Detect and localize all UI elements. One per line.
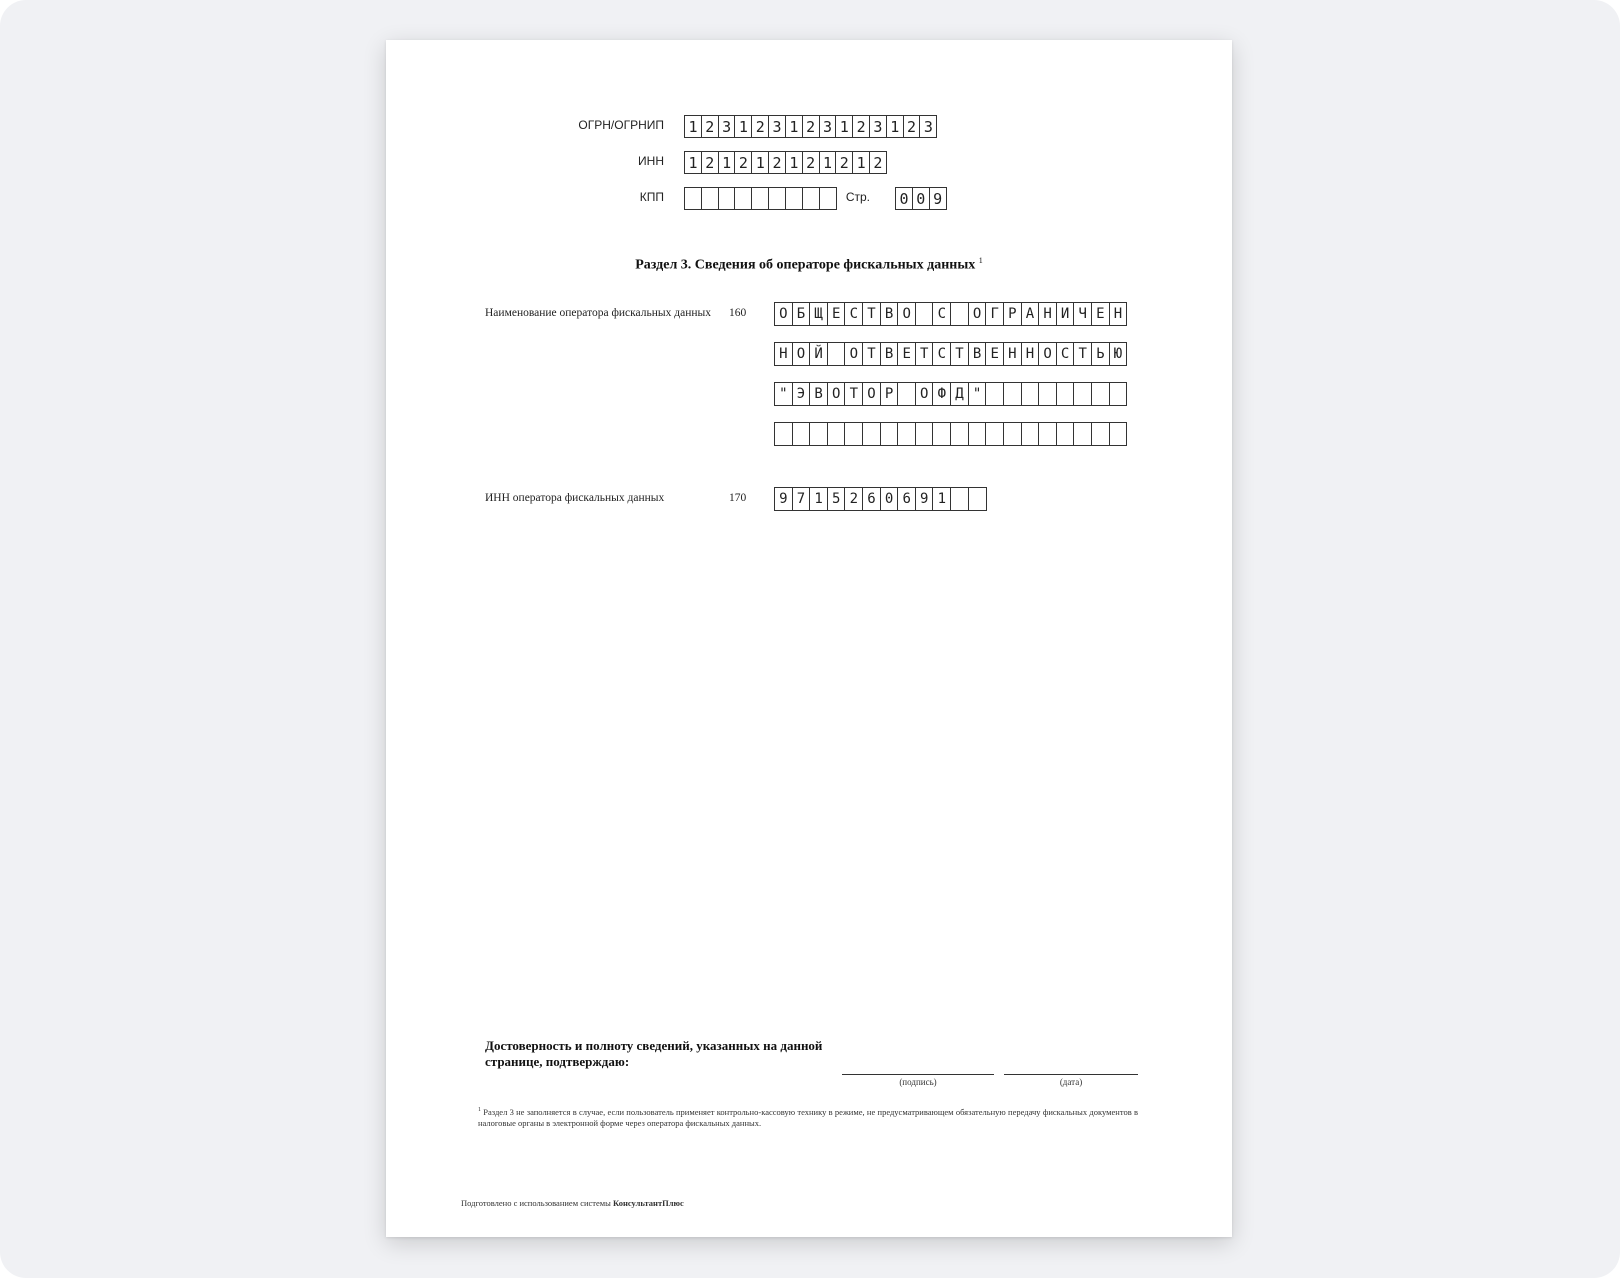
- form-cell: С: [844, 302, 863, 326]
- form-cell: [1003, 422, 1022, 446]
- prepared-with-note: [461, 1198, 684, 1208]
- form-cell: О: [1038, 342, 1057, 366]
- form-cell: [684, 187, 702, 210]
- form-cell: 3: [869, 115, 887, 138]
- form-cell: [880, 422, 899, 446]
- form-cell: О: [915, 382, 934, 406]
- form-cell: [1073, 382, 1092, 406]
- form-cell: 1: [734, 115, 752, 138]
- prepared-with-prefix: Подготовлено с использованием системы: [461, 1198, 613, 1208]
- page-number-cells: [895, 187, 947, 210]
- form-cell: 3: [768, 115, 786, 138]
- prepared-with-brand: КонсультантПлюс: [613, 1198, 684, 1208]
- form-cell: 5: [827, 487, 846, 511]
- form-cell: С: [932, 302, 951, 326]
- form-cell: 2: [835, 151, 853, 174]
- form-cell: 1: [684, 151, 702, 174]
- form-cell: [751, 187, 769, 210]
- form-cell: 0: [912, 187, 930, 210]
- form-cell: [862, 422, 881, 446]
- operator-name-label: Наименование оператора фискальных данных: [485, 307, 711, 319]
- signature-line: [842, 1074, 994, 1075]
- form-cell: 9: [929, 187, 947, 210]
- footnote-mark: 1: [478, 1107, 481, 1113]
- form-cell: Т: [862, 302, 881, 326]
- form-cell: [1056, 422, 1075, 446]
- form-cell: [1038, 382, 1057, 406]
- form-cell: 2: [751, 115, 769, 138]
- form-cell: Щ: [809, 302, 828, 326]
- form-cell: [1073, 422, 1092, 446]
- kpp-cells: [684, 187, 837, 210]
- footnote: [478, 1106, 1138, 1130]
- form-cell: [1038, 422, 1057, 446]
- form-cell: [968, 487, 987, 511]
- form-cell: [950, 422, 969, 446]
- inn-cells: [684, 151, 887, 174]
- form-cell: [915, 422, 934, 446]
- form-cell: 1: [809, 487, 828, 511]
- form-cell: [985, 422, 1004, 446]
- form-cell: Ч: [1073, 302, 1092, 326]
- form-cell: Е: [827, 302, 846, 326]
- form-cell: [844, 422, 863, 446]
- form-cell: [809, 422, 828, 446]
- form-cell: [1109, 382, 1128, 406]
- kpp-label: КПП: [639, 190, 664, 204]
- form-cell: Е: [897, 342, 916, 366]
- form-cell: 1: [718, 151, 736, 174]
- form-cell: 1: [886, 115, 904, 138]
- form-cell: Т: [1073, 342, 1092, 366]
- form-cell: 1: [932, 487, 951, 511]
- form-cell: С: [1056, 342, 1075, 366]
- page-number-label: Стр.: [845, 190, 870, 204]
- date-line: [1004, 1074, 1138, 1075]
- form-cell: [1056, 382, 1075, 406]
- form-cell: 2: [903, 115, 921, 138]
- date-caption: (дата): [1059, 1077, 1083, 1087]
- form-cell: Н: [1003, 342, 1022, 366]
- form-cell: [827, 422, 846, 446]
- form-cell: О: [792, 342, 811, 366]
- form-cell: А: [1021, 302, 1040, 326]
- form-cell: [774, 422, 793, 446]
- form-cell: [827, 342, 846, 366]
- operator-name-row: [774, 302, 1127, 326]
- form-cell: [734, 187, 752, 210]
- form-cell: О: [862, 382, 881, 406]
- form-cell: [1021, 422, 1040, 446]
- section-title-text: Раздел 3. Сведения об операторе фискальных данных: [635, 257, 976, 273]
- operator-inn-label: ИНН оператора фискальных данных: [485, 492, 665, 504]
- form-cell: [950, 487, 969, 511]
- form-cell: 1: [684, 115, 702, 138]
- form-cell: [985, 382, 1004, 406]
- form-cell: Н: [774, 342, 793, 366]
- form-cell: Е: [985, 342, 1004, 366]
- form-cell: Ь: [1091, 342, 1110, 366]
- form-cell: 9: [774, 487, 793, 511]
- form-cell: В: [880, 342, 899, 366]
- form-cell: О: [844, 342, 863, 366]
- form-cell: [950, 302, 969, 326]
- form-cell: [1109, 422, 1128, 446]
- form-cell: 1: [785, 151, 803, 174]
- ogrn-label: ОГРН/ОГРНИП: [578, 118, 664, 132]
- form-cell: В: [880, 302, 899, 326]
- form-cell: Т: [950, 342, 969, 366]
- form-cell: Ю: [1109, 342, 1128, 366]
- form-cell: Т: [862, 342, 881, 366]
- form-cell: 1: [785, 115, 803, 138]
- form-cell: [802, 187, 820, 210]
- form-cell: Р: [880, 382, 899, 406]
- form-cell: 0: [895, 187, 913, 210]
- form-cell: Р: [1003, 302, 1022, 326]
- form-cell: [915, 302, 934, 326]
- form-cell: Б: [792, 302, 811, 326]
- form-cell: Т: [844, 382, 863, 406]
- form-cell: 7: [792, 487, 811, 511]
- form-cell: 6: [897, 487, 916, 511]
- form-cell: 9: [915, 487, 934, 511]
- form-cell: 2: [802, 115, 820, 138]
- document-page: [386, 40, 1232, 1237]
- form-cell: О: [774, 302, 793, 326]
- form-cell: [897, 382, 916, 406]
- form-cell: [1091, 422, 1110, 446]
- form-cell: Н: [1109, 302, 1128, 326]
- form-cell: 3: [819, 115, 837, 138]
- section-title-footnote-mark: 1: [978, 256, 983, 265]
- form-cell: 2: [869, 151, 887, 174]
- operator-name-row: [774, 422, 1127, 446]
- form-cell: [932, 422, 951, 446]
- form-cell: ": [774, 382, 793, 406]
- form-cell: 1: [819, 151, 837, 174]
- form-cell: [968, 422, 987, 446]
- form-cell: 1: [751, 151, 769, 174]
- form-cell: [701, 187, 719, 210]
- form-cell: [1021, 382, 1040, 406]
- form-cell: Н: [1038, 302, 1057, 326]
- form-cell: 3: [718, 115, 736, 138]
- signature-caption: (подпись): [899, 1077, 937, 1087]
- form-cell: Й: [809, 342, 828, 366]
- form-cell: Т: [915, 342, 934, 366]
- form-cell: О: [968, 302, 987, 326]
- operator-name-code: 160: [729, 307, 747, 319]
- operator-name-row: [774, 342, 1127, 366]
- confirmation-text: Достоверность и полноту сведений, указанных на данной странице, подтверждаю:: [485, 1038, 823, 1069]
- form-cell: Д: [950, 382, 969, 406]
- form-cell: Е: [1091, 302, 1110, 326]
- form-cell: В: [809, 382, 828, 406]
- form-cell: 1: [835, 115, 853, 138]
- form-cell: [897, 422, 916, 446]
- form-cell: [768, 187, 786, 210]
- form-cell: 2: [852, 115, 870, 138]
- form-cell: 2: [844, 487, 863, 511]
- form-cell: 3: [919, 115, 937, 138]
- form-cell: [792, 422, 811, 446]
- form-cell: Г: [985, 302, 1004, 326]
- section-title: [386, 256, 1232, 274]
- form-cell: 2: [734, 151, 752, 174]
- form-cell: ": [968, 382, 987, 406]
- footnote-text: Раздел 3 не заполняется в случае, если пользователь применяет контрольно-кассовую технику в режиме, не предусматривающем обязательную передачу фискальных документов в налоговые органы в электронной форме через оператора фискальных данных.: [478, 1106, 1139, 1129]
- form-cell: 2: [802, 151, 820, 174]
- form-cell: 2: [768, 151, 786, 174]
- form-cell: О: [897, 302, 916, 326]
- form-cell: [1091, 382, 1110, 406]
- form-cell: 2: [701, 115, 719, 138]
- form-cell: Ф: [932, 382, 951, 406]
- operator-inn-cells: [774, 487, 987, 511]
- form-cell: [785, 187, 803, 210]
- form-cell: В: [968, 342, 987, 366]
- form-cell: 2: [701, 151, 719, 174]
- form-cell: 6: [862, 487, 881, 511]
- operator-name-row: [774, 382, 1127, 406]
- form-cell: 0: [880, 487, 899, 511]
- form-cell: И: [1056, 302, 1075, 326]
- inn-label: ИНН: [638, 154, 664, 168]
- form-cell: [718, 187, 736, 210]
- form-cell: Э: [792, 382, 811, 406]
- form-cell: С: [932, 342, 951, 366]
- ogrn-cells: [684, 115, 937, 138]
- form-cell: О: [827, 382, 846, 406]
- form-cell: Н: [1021, 342, 1040, 366]
- form-cell: 1: [852, 151, 870, 174]
- form-cell: [1003, 382, 1022, 406]
- operator-inn-code: 170: [729, 492, 747, 504]
